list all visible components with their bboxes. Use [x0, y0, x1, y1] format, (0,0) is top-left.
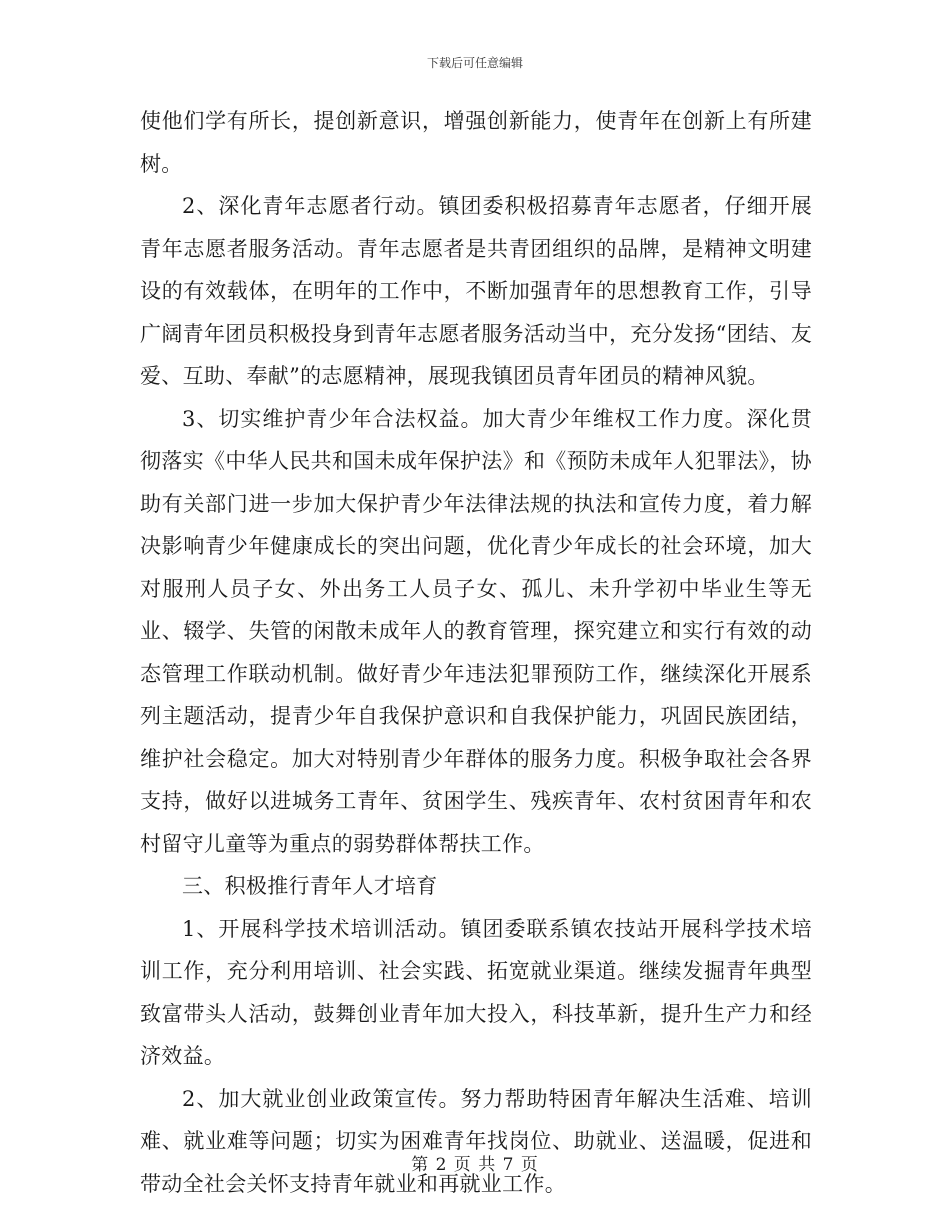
paragraph-youth-rights: 3、切实维护青少年合法权益。加大青少年维权工作力度。深化贯彻落实《中华人民共和国未成年保护法》和《预防未成年人犯罪法》，协助有关部门进一步加大保护青少年法律法规的执法和宣传力度，着力解决影响青少年健康成长的突出问题，优化青少年成长的社会环境，加大对服刑人员子女、外出务工人员子女、孤儿、未升学初中毕业生等无业、辍学、失管的闲散未成年人的教育管理，探究建立和实行有效的动态管理工作联动机制。做好青少年违法犯罪预防工作，继续深化开展系列主题活动，提青少年自我保护意识和自我保护能力，巩固民族团结，维护社会稳定。加大对特别青少年群体的服务力度。积极争取社会各界支持，做好以进城务工青年、贫困学生、残疾青年、农村贫困青年和农村留守儿童等为重点的弱势群体帮扶工作。 [140, 406, 812, 856]
document-body [140, 100, 812, 1205]
paragraph-volunteer-action: 2、深化青年志愿者行动。镇团委积极招募青年志愿者，仔细开展青年志愿者服务活动。青年志愿者是共青团组织的品牌，是精神文明建设的有效载体，在明年的工作中，不断加强青年的思想教育工作，引导广阔青年团员积极投身到青年志愿者服务活动当中，充分发扬“团结、友爱、互助、奉献”的志愿精神，展现我镇团员青年团员的精神风貌。 [140, 194, 812, 388]
paragraph-continuation: 使他们学有所长，提创新意识，增强创新能力，使青年在创新上有所建树。 [140, 109, 812, 176]
paragraph-tech-training: 1、开展科学技术培训活动。镇团委联系镇农技站开展科学技术培训工作，充分利用培训、社会实践、拓宽就业渠道。继续发掘青年典型致富带头人活动，鼓舞创业青年加大投入，科技革新，提升生产力和经济效益。 [140, 916, 812, 1068]
page-header: 下载后可任意编辑 [426, 56, 523, 70]
page-footer: 第 2 页 共 7 页 [411, 1155, 539, 1175]
section-heading-talent: 三、积极推行青年人才培育 [182, 874, 438, 898]
paragraph-employment-policy: 2、加大就业创业政策宣传。努力帮助特困青年解决生活难、培训难、就业难等问题；切实为困难青年找岗位、助就业、送温暖，促进和带动全社会关怀支持青年就业和再就业工作。 [140, 1086, 812, 1196]
